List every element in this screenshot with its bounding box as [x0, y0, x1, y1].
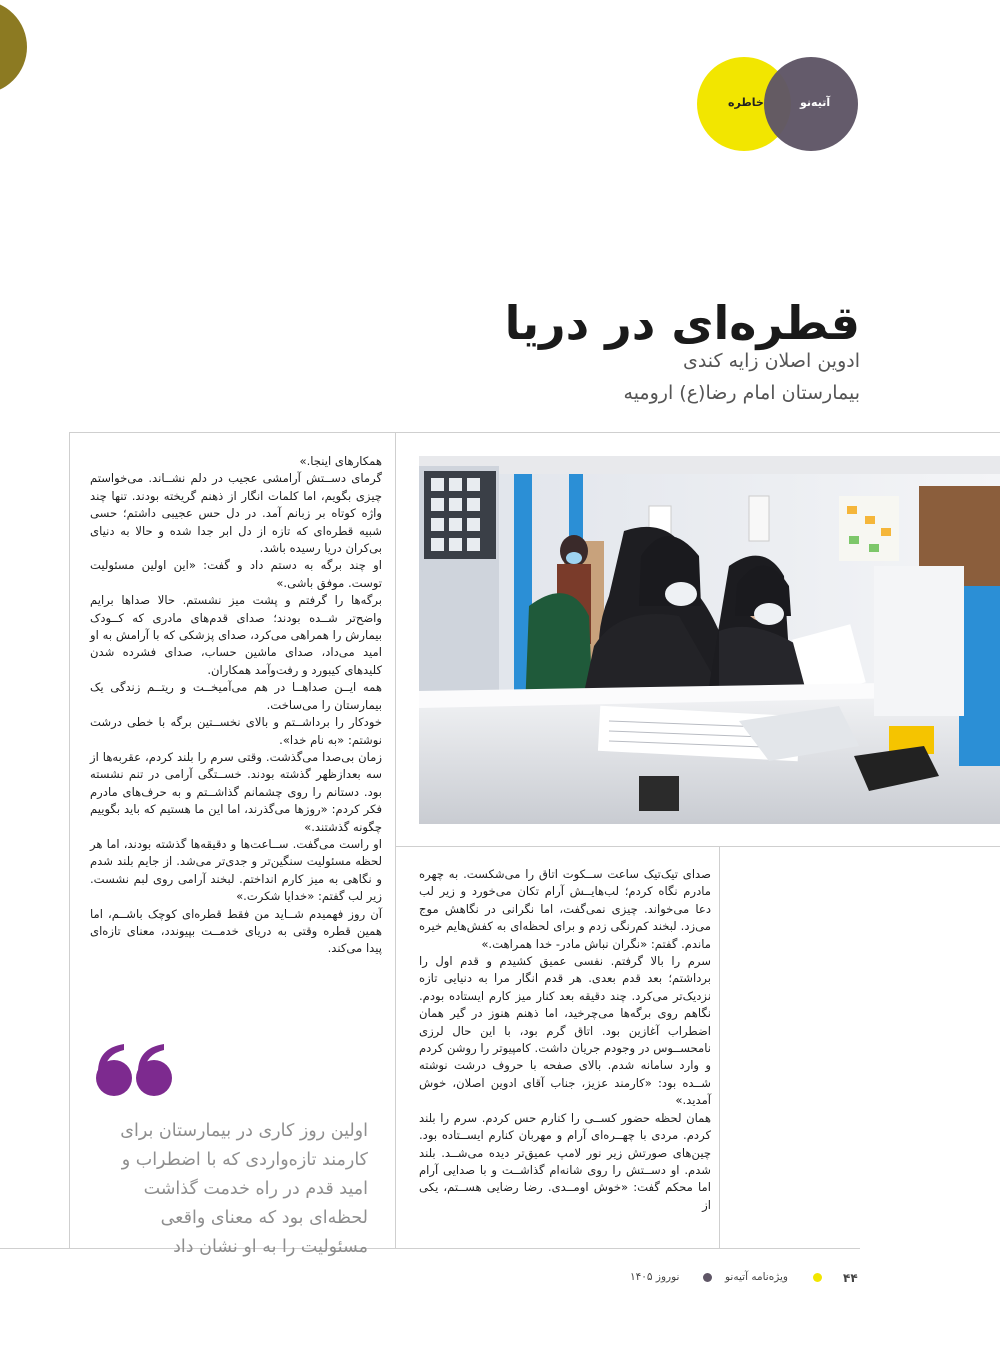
section-label-secondary: خاطره	[728, 96, 764, 109]
section-circle-overlap	[0, 0, 94, 94]
paragraph: صدای تیک‌تیک ساعت ســکوت اتاق را می‌شکست. به چهره مادرم نگاه کردم؛ لب‌هایــش آرام تکان می‌خورد و زیر لب دعا می‌خواند. چیزی نمی‌گفت، اما نگرانی در نگاهش موج می‌زد. لبخند کم‌رنگی زدم و برای لحظه‌ای به کفش‌هایم خیره ماندم. گفتم: «نگران نباش مادر- خدا همراهت.»	[419, 867, 711, 951]
paragraph: همه ایــن صداهــا در هم می‌آمیخــت و ریتــم زندگی یک بیمارستان را می‌ساخت.	[90, 680, 382, 712]
hospital-nurses-photo	[419, 456, 1000, 824]
page-number: ۴۴	[843, 1271, 858, 1285]
paragraph: او چند برگه به دستم داد و گفت: «این اولین مسئولیت توست. موفق باشی.»	[90, 558, 382, 590]
paragraph: آن روز فهمیدم شــاید من فقط قطره‌ای کوچک باشــم، اما همین قطره وقتی به دریای خدمــت بپیوندد، معنای تازه‌ای پیدا می‌کند.	[90, 906, 382, 956]
footer-issue: نوروز ۱۴۰۵	[630, 1271, 680, 1283]
paragraph: برگه‌ها را گرفتم و پشت میز نشستم. حالا صداها برایم واضح‌تر شــده بودند؛ صدای قدم‌های مادری که کــودک بیمارش را همراهی می‌کرد، صدای پزشکی که با آرامش به او امید می‌داد، صدای ماشین حساب، صدای فشرده شدن کلیدهای کیبورد و رفت‌وآمد همکاران.	[90, 593, 382, 677]
article-author: ادوین اصلان زایه کندی	[682, 350, 860, 372]
article-affiliation: بیمارستان امام رضا(ع) ارومیه	[623, 382, 860, 404]
paragraph: او راست می‌گفت. ســاعت‌ها و دقیقه‌ها گذشته بودند، اما هر لحظه مسئولیت سنگین‌تر و جدی‌تر می‌شد. از جایم بلند شدم و نگاهی به میز کارم انداختم. لبخند آرامی روی لبم نشست. زیر لب گفتم: «خدایا شکرت.»	[90, 836, 382, 904]
quote-marks-icon	[92, 1042, 178, 1098]
paragraph: سرم را بالا گرفتم. نفسی عمیق کشیدم و قدم اول را برداشتم؛ بعد قدم بعدی. هر قدم انگار مرا به دنیایی تازه نزدیک‌تر می‌کرد. چند دقیقه بعد کنار میز کارم ایستاده بودم. نگاهم روی برگه‌ها می‌چرخید، اما ذهنم هنوز در گیر همان اضطراب آغازین بود. اتاق گرم بود، با این حال لرزی نامحســوس در وجودم جریان داشت. کامپیوتر را روشن کردم و وارد سامانه شدم. بالای صفحه با حروف درشت نوشته شــده بود: «کارمند عزیز، جناب آقای ادوین اصلان، خوش آمدید.»	[419, 954, 711, 1108]
footer-dot-yellow	[813, 1273, 822, 1282]
section-label-primary: آتیه‌نو	[800, 96, 831, 109]
article-title: قطره‌ای در دریا	[504, 296, 860, 350]
paragraph: گرمای دســتش آرامشی عجیب در دلم نشــاند. می‌خواستم چیزی بگویم، اما کلمات انگار از ذهنم گریخته بودند. تنها چند واژه کوتاه بر زبانم آمد. در دل حس عجیبی داشتم؛ حسی شبیه قطره‌ای که تازه از دل ابر جدا شده و حالا به دنیای بی‌کران دریا رسیده باشد.	[90, 471, 382, 556]
frame-photo-bottom-line	[395, 846, 1000, 847]
paragraph: زمان بی‌صدا می‌گذشت. وقتی سرم را بلند کردم، عقربه‌ها از سه بعدازظهر گذشته بودند. خســتگی آرامی در تنم نشسته بود. دستانم را روی چشمانم گذاشــتم و به حرف‌های مادرم فکر کردم: «روزها می‌گذرند، اما این ما هستیم که باید بگوییم چگونه گذشتند.»	[90, 749, 382, 834]
paragraph: همان لحظه حضور کســی را کنارم حس کردم. سرم را بلند کردم. مردی با چهــره‌ای آرام و مهربان کنارم ایســتاده بود. چین‌های صورتش زیر نور لامپ عمیق‌تر دیده می‌شــد. بلند شدم. او دســتش را روی شانه‌ام گذاشــت و با صدایی آرام اما محکم گفت: «خوش اومــدی. رضا رضایی هســتم، یکی از	[419, 1110, 711, 1212]
frame-left-line	[69, 432, 70, 1248]
frame-top-line	[69, 432, 1000, 433]
article-column-left	[90, 453, 382, 958]
footer-dot-gray	[703, 1273, 712, 1282]
paragraph: خودکار را برداشــتم و بالای نخســتین برگه با خطی درشت نوشتم: «به نام خدا».	[90, 715, 382, 747]
footer-magazine: ویژه‌نامه آتیه‌نو	[725, 1271, 788, 1283]
frame-middle-line	[395, 432, 396, 1248]
pull-quote: اولین روز کاری در بیمارستان برای کارمند تازه‌واردی که با اضطراب و امید قدم در راه خدمت گذاشت لحظه‌ای بود که معنای واقعی مسئولیت را به او نشان داد	[120, 1121, 368, 1257]
article-column-right	[419, 866, 711, 1214]
frame-right-line	[719, 846, 720, 1248]
paragraph: همکارهای اینجا.»	[299, 454, 382, 468]
